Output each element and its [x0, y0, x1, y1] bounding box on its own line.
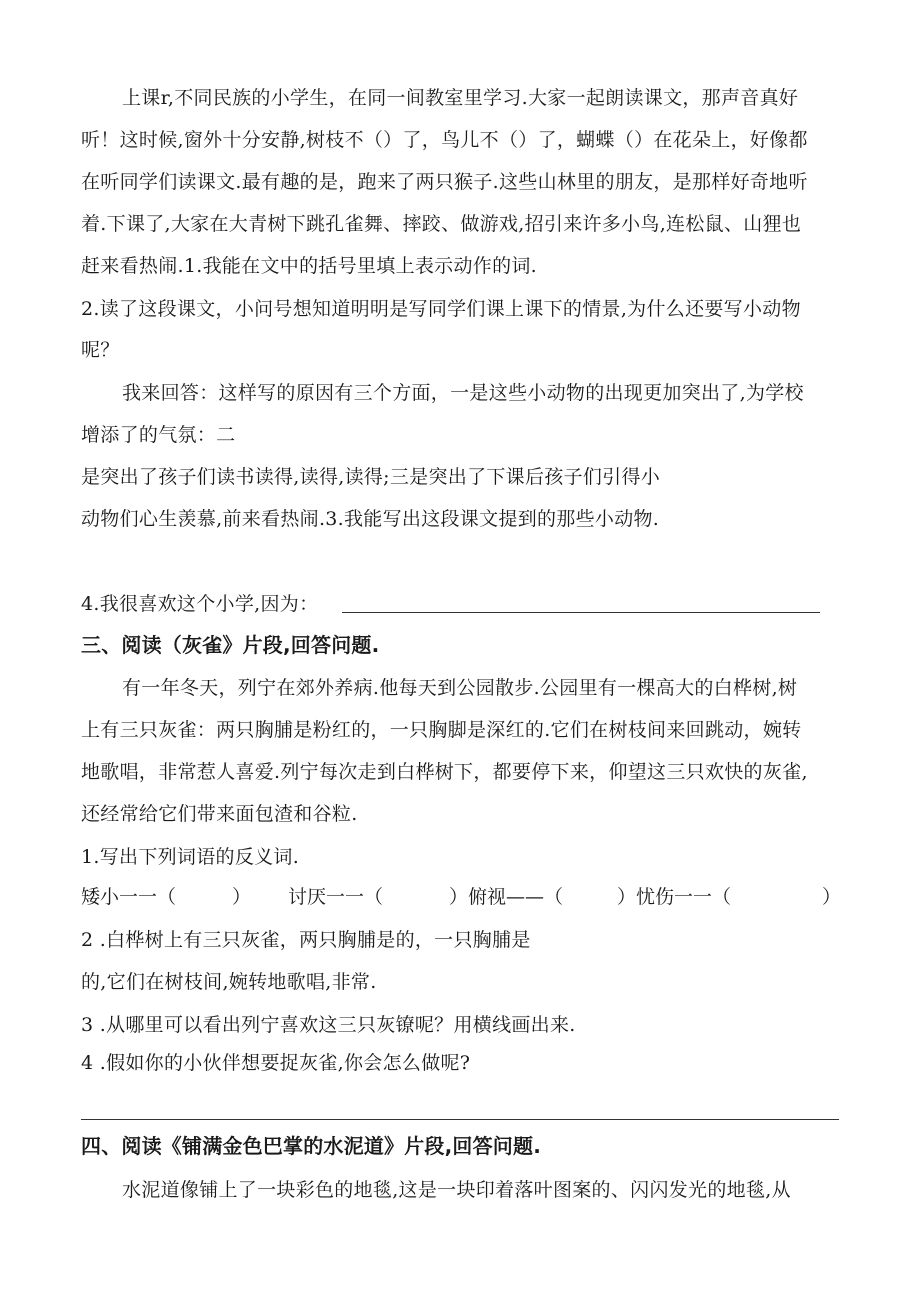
answer-blank-line[interactable] — [342, 612, 820, 613]
passage-line: 地歌唱，非常惹人喜爱.列宁每次走到白桦树下，都要停下来，仰望这三只欢快的灰雀, — [81, 761, 808, 783]
passage-line: 赶来看热闹.1.我能在文中的括号里填上表示动作的词. — [81, 255, 538, 277]
section-divider — [81, 1119, 839, 1120]
question-2: 呢？ — [81, 339, 120, 361]
antonym-bracket: ） — [232, 886, 252, 908]
antonym-bracket: ） — [822, 886, 842, 908]
section-3-heading: 三、阅读（灰雀》片段,回答问题. — [81, 633, 380, 657]
question-2: 2 .白桦树上有三只灰雀，两只胸脯是的，一只胸脯是 — [81, 929, 531, 951]
question-2: 的,它们在树枝间,婉转地歌唱,非常. — [81, 971, 377, 993]
passage-line: 听！这时候,窗外十分安静,树枝不（）了，鸟儿不（）了，蝴蝶（）在花朵上，好像都 — [81, 129, 808, 151]
question-1: 1.写出下列词语的反义词. — [81, 846, 300, 868]
passage-line: 水泥道像铺上了一块彩色的地毯,这是一块印着落叶图案的、闪闪发光的地毯,从 — [122, 1179, 791, 1201]
answer-line: 我来回答：这样写的原因有三个方面，一是这些小动物的出现更加突出了,为学校 — [122, 382, 804, 404]
answer-line: 是突出了孩子们读书读得,读得,读得;三是突出了下课后孩子们引得小 — [81, 466, 661, 488]
passage-line: 在听同学们读课文.最有趣的是，跑来了两只猴子.这些山林里的朋友，是那样好奇地听 — [81, 171, 808, 193]
passage-line: 上课r,不同民族的小学生，在同一间教室里学习.大家一起朗读课文，那声音真好 — [122, 87, 799, 109]
section-4-heading: 四、阅读《铺满金色巴掌的水泥道》片段,回答问题. — [81, 1134, 541, 1158]
passage-line: 还经常给它们带来面包渣和谷粒. — [81, 803, 358, 825]
passage-line: 有一年冬天，列宁在郊外养病.他每天到公园散步.公园里有一棵高大的白桦树,树 — [122, 677, 798, 699]
passage-line: 上有三只灰雀：两只胸脯是粉红的，一只胸脚是深红的.它们在树枝间来回跳动，婉转 — [81, 719, 802, 741]
antonym-item: ）俯视——（ — [449, 886, 564, 908]
question-2: 2.读了这段课文，小问号想知道明明是写同学们课上课下的情景,为什么还要写小动物 — [81, 298, 801, 320]
question-4-label: 4.我很喜欢这个小学,因为： — [81, 593, 319, 615]
answer-line: 增添了的气氛：二 — [81, 424, 236, 446]
answer-line: 动物们心生羡慕,前来看热闹.3.我能写出这段课文提到的那些小动物. — [81, 508, 660, 530]
antonym-item: 矮小一一（ — [81, 886, 177, 908]
question-3: 3 .从哪里可以看出列宁喜欢这三只灰镣呢？用横线画出来. — [81, 1014, 576, 1036]
antonym-item: ）忧伤一一（ — [617, 886, 732, 908]
passage-line: 着.下课了,大家在大青树下跳孔雀舞、摔跤、做游戏,招引来许多小鸟,连松鼠、山狸也 — [81, 213, 802, 235]
question-4: 4 .假如你的小伙伴想要捉灰雀,你会怎么做呢? — [81, 1052, 471, 1074]
antonym-item: 讨厌一一（ — [288, 886, 384, 908]
